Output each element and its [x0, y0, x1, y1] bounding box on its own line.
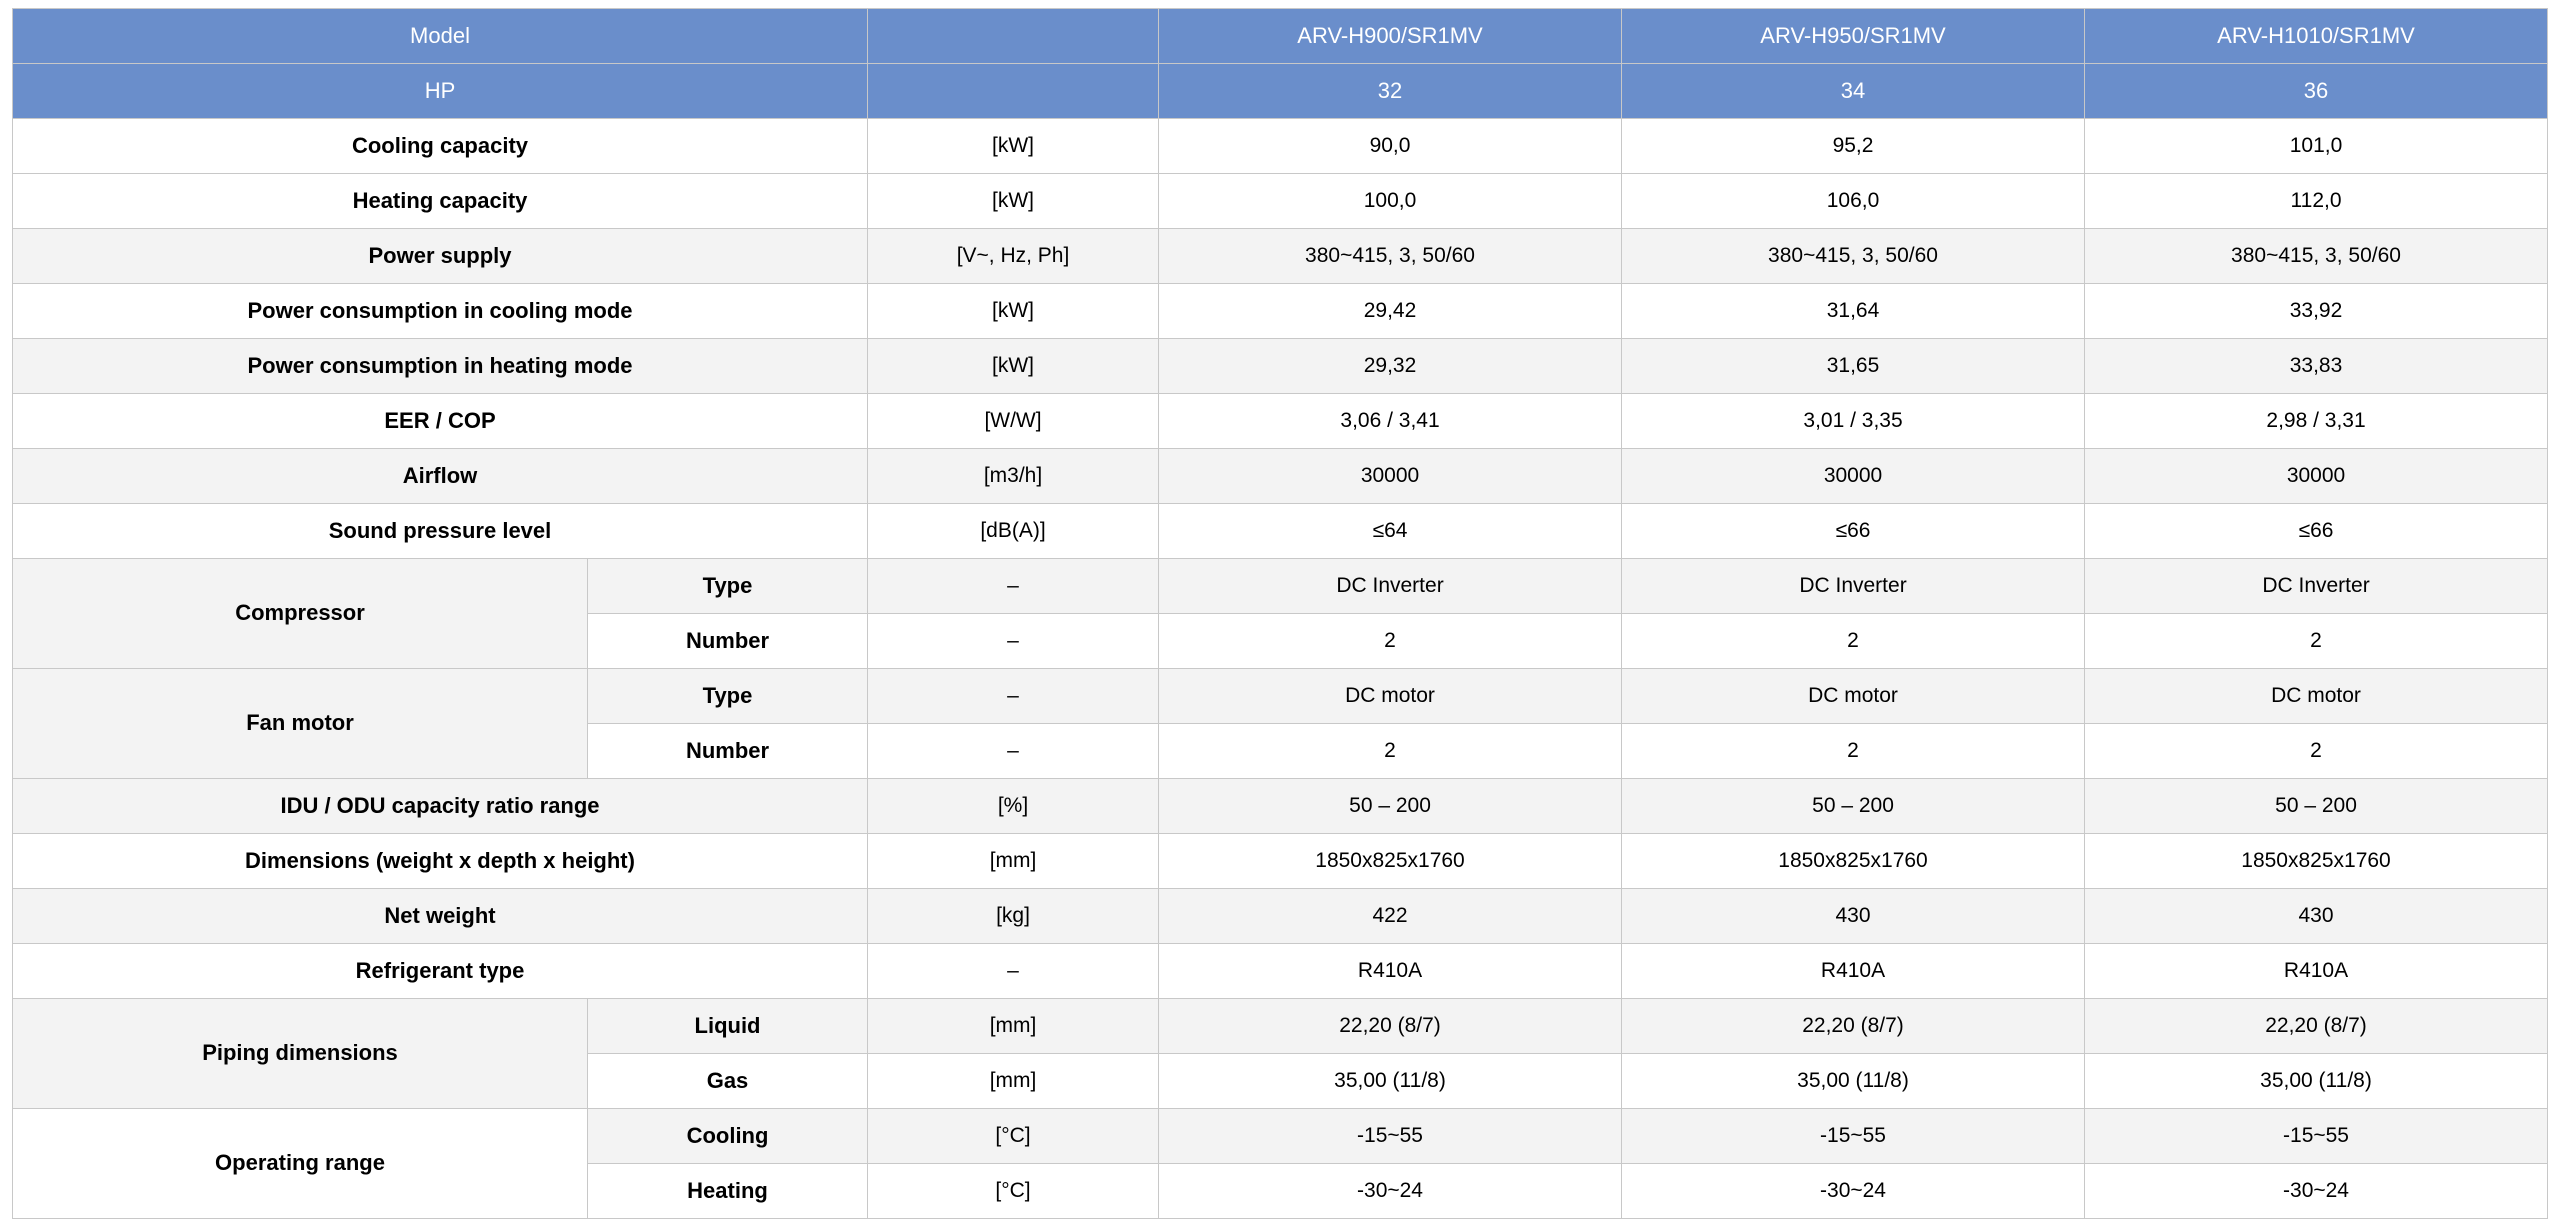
row-sub-label: Liquid [588, 999, 868, 1054]
row-value-3: -30~24 [2085, 1164, 2548, 1219]
header-row-model [13, 9, 2548, 64]
row-unit: [mm] [868, 999, 1159, 1054]
row-unit: [%] [868, 779, 1159, 834]
row-unit: [°C] [868, 1109, 1159, 1164]
row-value-3: 30000 [2085, 449, 2548, 504]
row-value-1: 30000 [1159, 449, 1622, 504]
row-unit: [V~, Hz, Ph] [868, 229, 1159, 284]
table-row [13, 394, 2548, 449]
row-value-1: 29,42 [1159, 284, 1622, 339]
row-value-1: 380~415, 3, 50/60 [1159, 229, 1622, 284]
row-value-1: 22,20 (8/7) [1159, 999, 1622, 1054]
row-label: Sound pressure level [13, 504, 868, 559]
row-label: Net weight [13, 889, 868, 944]
table-header [13, 9, 2548, 119]
row-value-2: 35,00 (11/8) [1622, 1054, 2085, 1109]
row-value-1: 2 [1159, 614, 1622, 669]
row-sub-label: Gas [588, 1054, 868, 1109]
row-value-2: 30000 [1622, 449, 2085, 504]
header-unit-blank [868, 9, 1159, 64]
table-body [13, 119, 2548, 1219]
row-unit: [kW] [868, 174, 1159, 229]
row-value-1: 3,06 / 3,41 [1159, 394, 1622, 449]
table-row [13, 504, 2548, 559]
row-label: Power consumption in cooling mode [13, 284, 868, 339]
header-model-label: Model [13, 9, 868, 64]
row-unit: [W/W] [868, 394, 1159, 449]
row-value-3: 2 [2085, 614, 2548, 669]
row-value-2: 3,01 / 3,35 [1622, 394, 2085, 449]
row-sub-label: Type [588, 559, 868, 614]
row-value-3: 22,20 (8/7) [2085, 999, 2548, 1054]
row-value-3: 33,92 [2085, 284, 2548, 339]
row-unit: [°C] [868, 1164, 1159, 1219]
row-label: Power supply [13, 229, 868, 284]
row-value-3: DC motor [2085, 669, 2548, 724]
row-value-2: 31,65 [1622, 339, 2085, 394]
row-value-1: 50 – 200 [1159, 779, 1622, 834]
header-hp-3: 36 [2085, 64, 2548, 119]
header-hp-label: HP [13, 64, 868, 119]
table-row [13, 889, 2548, 944]
row-value-2: -30~24 [1622, 1164, 2085, 1219]
row-group-label-operating-range: Operating range [13, 1109, 588, 1219]
row-sub-label: Number [588, 724, 868, 779]
row-value-2: 95,2 [1622, 119, 2085, 174]
row-unit: [kW] [868, 339, 1159, 394]
row-value-2: 1850x825x1760 [1622, 834, 2085, 889]
row-sub-label: Number [588, 614, 868, 669]
row-sub-label: Cooling [588, 1109, 868, 1164]
row-value-1: ≤64 [1159, 504, 1622, 559]
table-row [13, 999, 2548, 1054]
header-model-1: ARV-H900/SR1MV [1159, 9, 1622, 64]
row-value-3: DC Inverter [2085, 559, 2548, 614]
table-row [13, 229, 2548, 284]
header-hp-blank [868, 64, 1159, 119]
row-unit: – [868, 669, 1159, 724]
row-value-2: ≤66 [1622, 504, 2085, 559]
row-value-3: 380~415, 3, 50/60 [2085, 229, 2548, 284]
row-value-3: 430 [2085, 889, 2548, 944]
row-value-3: 2,98 / 3,31 [2085, 394, 2548, 449]
row-value-2: R410A [1622, 944, 2085, 999]
row-label: Dimensions (weight x depth x height) [13, 834, 868, 889]
row-unit: [m3/h] [868, 449, 1159, 504]
row-value-1: 100,0 [1159, 174, 1622, 229]
row-value-1: -15~55 [1159, 1109, 1622, 1164]
table-row [13, 174, 2548, 229]
row-unit: – [868, 559, 1159, 614]
row-label: Power consumption in heating mode [13, 339, 868, 394]
header-model-2: ARV-H950/SR1MV [1622, 9, 2085, 64]
row-unit: [mm] [868, 1054, 1159, 1109]
row-value-2: 2 [1622, 614, 2085, 669]
table-row [13, 119, 2548, 174]
table-row [13, 1109, 2548, 1164]
row-value-3: 33,83 [2085, 339, 2548, 394]
table-row [13, 944, 2548, 999]
row-unit: [dB(A)] [868, 504, 1159, 559]
row-group-label-piping-dimensions: Piping dimensions [13, 999, 588, 1109]
row-unit: [kW] [868, 119, 1159, 174]
row-value-2: 380~415, 3, 50/60 [1622, 229, 2085, 284]
row-unit: – [868, 944, 1159, 999]
row-value-3: 50 – 200 [2085, 779, 2548, 834]
header-hp-1: 32 [1159, 64, 1622, 119]
row-sub-label: Type [588, 669, 868, 724]
specification-table [12, 8, 2548, 1219]
row-sub-label: Heating [588, 1164, 868, 1219]
row-value-1: 422 [1159, 889, 1622, 944]
table-row [13, 284, 2548, 339]
row-label: Heating capacity [13, 174, 868, 229]
row-value-2: -15~55 [1622, 1109, 2085, 1164]
header-model-3: ARV-H1010/SR1MV [2085, 9, 2548, 64]
row-value-2: 22,20 (8/7) [1622, 999, 2085, 1054]
row-value-2: 50 – 200 [1622, 779, 2085, 834]
header-row-hp [13, 64, 2548, 119]
row-value-2: 430 [1622, 889, 2085, 944]
row-value-1: 35,00 (11/8) [1159, 1054, 1622, 1109]
row-value-2: 31,64 [1622, 284, 2085, 339]
row-label: Refrigerant type [13, 944, 868, 999]
table-row [13, 669, 2548, 724]
row-value-3: 1850x825x1760 [2085, 834, 2548, 889]
table-row [13, 339, 2548, 394]
header-hp-2: 34 [1622, 64, 2085, 119]
row-label: Cooling capacity [13, 119, 868, 174]
row-value-2: 106,0 [1622, 174, 2085, 229]
row-label: Airflow [13, 449, 868, 504]
row-group-label-fan-motor: Fan motor [13, 669, 588, 779]
row-value-3: 112,0 [2085, 174, 2548, 229]
table-row [13, 834, 2548, 889]
row-unit: [mm] [868, 834, 1159, 889]
row-value-1: DC motor [1159, 669, 1622, 724]
table-row [13, 449, 2548, 504]
row-label: EER / COP [13, 394, 868, 449]
row-unit: – [868, 724, 1159, 779]
row-value-1: 90,0 [1159, 119, 1622, 174]
row-value-1: 1850x825x1760 [1159, 834, 1622, 889]
table-row [13, 779, 2548, 834]
table-row [13, 559, 2548, 614]
row-unit: [kg] [868, 889, 1159, 944]
row-value-3: -15~55 [2085, 1109, 2548, 1164]
row-group-label-compressor: Compressor [13, 559, 588, 669]
row-value-1: 29,32 [1159, 339, 1622, 394]
row-value-2: DC motor [1622, 669, 2085, 724]
row-value-1: DC Inverter [1159, 559, 1622, 614]
row-value-3: ≤66 [2085, 504, 2548, 559]
row-value-1: R410A [1159, 944, 1622, 999]
row-value-1: -30~24 [1159, 1164, 1622, 1219]
row-label: IDU / ODU capacity ratio range [13, 779, 868, 834]
row-value-3: 2 [2085, 724, 2548, 779]
row-unit: – [868, 614, 1159, 669]
row-value-3: R410A [2085, 944, 2548, 999]
row-value-3: 101,0 [2085, 119, 2548, 174]
row-value-2: 2 [1622, 724, 2085, 779]
row-unit: [kW] [868, 284, 1159, 339]
row-value-1: 2 [1159, 724, 1622, 779]
row-value-2: DC Inverter [1622, 559, 2085, 614]
row-value-3: 35,00 (11/8) [2085, 1054, 2548, 1109]
